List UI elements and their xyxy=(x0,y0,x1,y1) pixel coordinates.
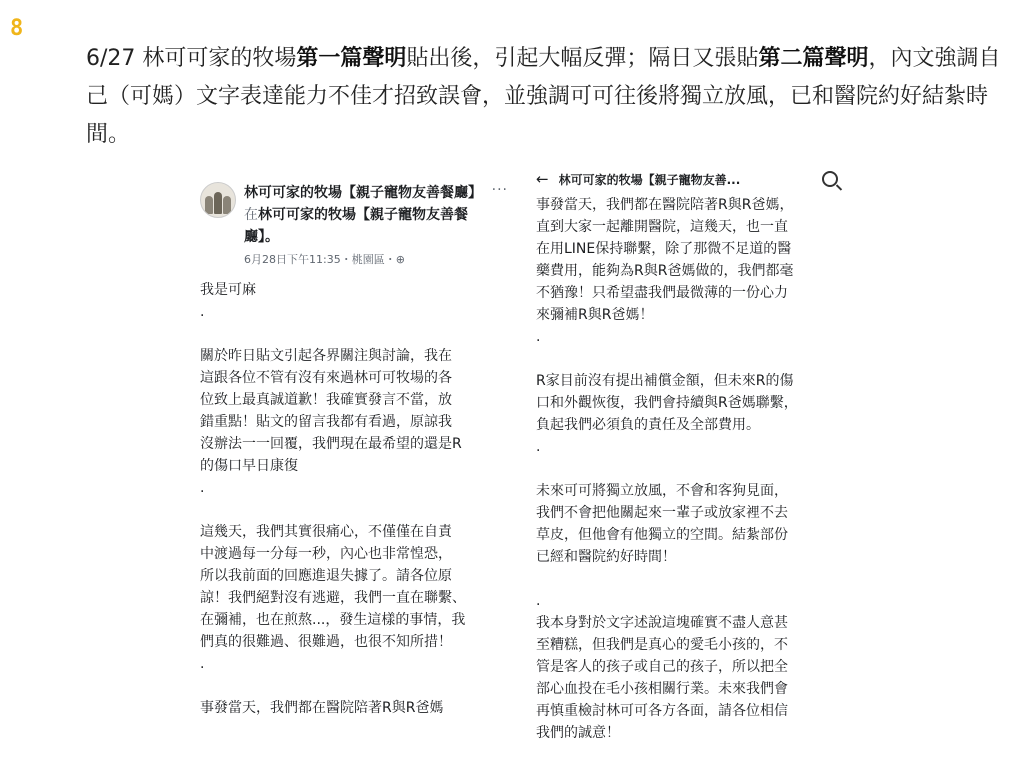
topbar-title: 林可可家的牧場【親子寵物友善... xyxy=(558,172,741,187)
post-text-line: . xyxy=(536,593,541,609)
post-text-line: 我們的誠意！ xyxy=(536,725,620,740)
post-text-line: 負起我們必須負的責任及全部費用。 xyxy=(536,417,760,433)
post-text-line: 們真的很難過、很難過，也很不知所措！ xyxy=(200,634,452,650)
post-text-line: 在彌補，也在煎熬...，發生這樣的事情，我 xyxy=(200,612,466,628)
headline-part3: ，內文強調自己（可媽）文字表達能力不佳才招致誤會，並強調可可往後將獨立放風，已和醫院約好結紮時間。 xyxy=(86,46,1001,147)
post-text-line: 事發當天，我們都在醫院陪著R與R爸媽， xyxy=(536,197,794,213)
page-name xyxy=(244,182,494,248)
post-text-line: 事發當天，我們都在醫院陪著R與R爸媽 xyxy=(200,700,444,716)
headline-bold2: 第二篇聲明 xyxy=(758,46,869,71)
blank-line xyxy=(200,323,514,345)
search-icon[interactable] xyxy=(822,171,838,187)
post-text-line: 再慎重檢討林可可各方各面，請各位相信 xyxy=(536,703,788,719)
post-text-line: 沒辦法一一回覆，我們現在最希望的還是R xyxy=(200,436,462,452)
more-options-icon[interactable]: ··· xyxy=(491,182,508,198)
back-arrow-icon[interactable]: ← xyxy=(536,170,549,188)
blank-line xyxy=(536,568,838,590)
post-text-line: 已經和醫院約好時間！ xyxy=(536,549,676,565)
location-page-link[interactable]: 林可可家的牧場【親子寵物友善餐廳】。 xyxy=(244,207,468,245)
post-text-line: . xyxy=(536,439,541,455)
post-text-line: 我們不會把他關起來一輩子或放家裡不去 xyxy=(536,505,788,521)
post-text-line: R家目前沒有提出補償金額，但未來R的傷 xyxy=(536,373,794,389)
post-meta xyxy=(244,251,494,267)
post-text-line: 諒！我們絕對沒有逃避，我們一直在聯繫、 xyxy=(200,590,466,606)
headline-bold1: 第一篇聲明 xyxy=(296,46,407,71)
headline-part1: 6/27 林可可家的牧場 xyxy=(86,46,297,71)
post-text-line: 管是客人的孩子或自己的孩子，所以把全 xyxy=(536,659,788,675)
post-body xyxy=(192,267,522,719)
post-text-line: 這幾天，我們其實很痛心，不僅僅在自責 xyxy=(200,524,452,540)
headline xyxy=(86,40,1006,154)
post-text-line: 中渡過每一分每一秒，內心也非常惶恐， xyxy=(200,546,452,562)
post-text-line: 部心血投在毛小孩相關行業。未來我們會 xyxy=(536,681,788,697)
post-header-text xyxy=(244,182,494,267)
right-post-screenshot xyxy=(528,168,846,740)
post-text-line: 我是可麻 xyxy=(200,282,256,298)
page-name-link[interactable]: 林可可家的牧場【親子寵物友善餐廳】 xyxy=(244,185,482,201)
post-text-line: 關於昨日貼文引起各界關注與討論，我在 xyxy=(200,348,452,364)
post-text-line: . xyxy=(200,304,205,320)
post-text-line: 至糟糕，但我們是真心的愛毛小孩的，不 xyxy=(536,637,788,653)
post-body xyxy=(528,190,846,740)
left-post-screenshot xyxy=(192,176,522,742)
post-text-line: 我本身對於文字述說這塊確實不盡人意甚 xyxy=(536,615,788,631)
blank-line xyxy=(536,348,838,370)
post-text-line: 不猶豫！只希望盡我們最微薄的一份心力 xyxy=(536,285,788,301)
post-text-line: 藥費用，能夠為R與R爸媽做的，我們都毫 xyxy=(536,263,794,279)
post-text-line: . xyxy=(536,329,541,345)
in-word: 在 xyxy=(244,207,258,223)
post-text-line: 這跟各位不管有沒有來過林可可牧場的各 xyxy=(200,370,452,386)
blank-line xyxy=(200,675,514,697)
post-text-line: 在用LINE保持聯繫，除了那微不足道的醫 xyxy=(536,241,792,257)
headline-part2: 貼出後，引起大幅反彈；隔日又張貼 xyxy=(406,46,759,71)
post-text-line: 直到大家一起離開醫院，這幾天，也一直 xyxy=(536,219,788,235)
post-timestamp[interactable]: 6月28日下午11:35・桃園區・ xyxy=(244,253,396,266)
post-text-line: 錯重點！貼文的留言我都有看過，原諒我 xyxy=(200,414,452,430)
post-text-line: . xyxy=(200,480,205,496)
globe-icon: ⊕ xyxy=(395,253,405,266)
post-header xyxy=(192,176,522,267)
post-text-line: 所以我前面的回應進退失據了。請各位原 xyxy=(200,568,452,584)
blank-line xyxy=(200,499,514,521)
post-text-line: 草皮，但他會有他獨立的空間。結紮部份 xyxy=(536,527,788,543)
avatar[interactable] xyxy=(200,182,236,218)
mobile-topbar xyxy=(528,168,846,190)
post-text-line: 未來可可將獨立放風，不會和客狗見面， xyxy=(536,483,788,499)
slide-number: 8 xyxy=(10,16,24,41)
post-text-line: 位致上最真誠道歉！我確實發言不當，放 xyxy=(200,392,452,408)
post-text-line: 口和外觀恢復，我們會持續與R爸媽聯繫， xyxy=(536,395,798,411)
post-text-line: 來彌補R與R爸媽！ xyxy=(536,307,654,323)
post-text-line: . xyxy=(200,656,205,672)
post-text-line: 的傷口早日康復 xyxy=(200,458,298,474)
blank-line xyxy=(536,458,838,480)
